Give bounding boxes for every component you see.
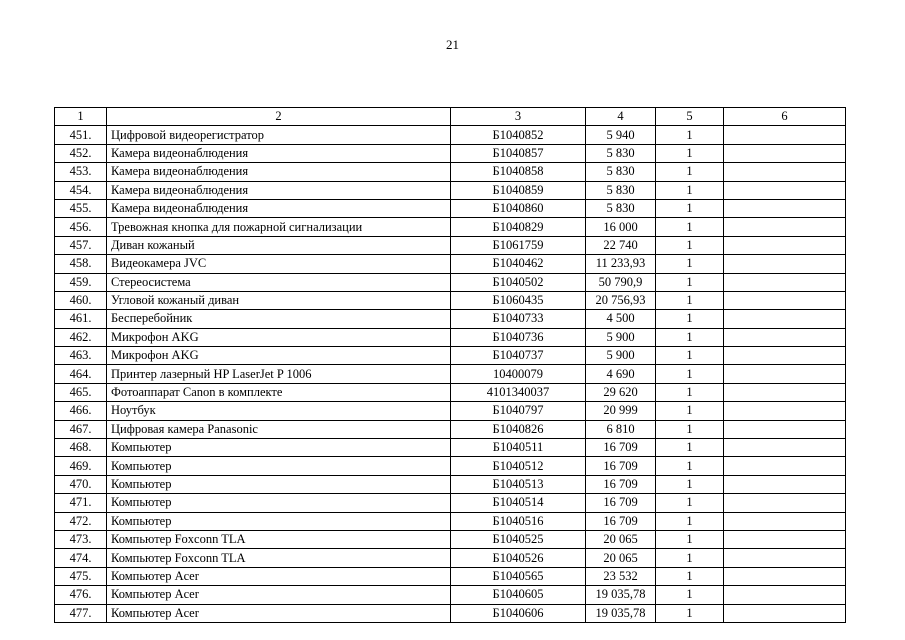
item-name-cell: Компьютер (107, 457, 451, 475)
value-cell: 4 690 (586, 365, 656, 383)
item-name-cell: Камера видеонаблюдения (107, 199, 451, 217)
row-number-cell: 477. (55, 604, 107, 622)
table-row (55, 586, 846, 604)
row-number-cell: 475. (55, 567, 107, 585)
table-row (55, 126, 846, 144)
quantity-cell: 1 (656, 512, 724, 530)
item-name-cell: Компьютер Foxconn TLA (107, 549, 451, 567)
row-number-cell: 469. (55, 457, 107, 475)
value-cell: 5 830 (586, 163, 656, 181)
item-name-cell: Камера видеонаблюдения (107, 163, 451, 181)
quantity-cell: 1 (656, 347, 724, 365)
item-name-cell: Стереосистема (107, 273, 451, 291)
row-number-cell: 456. (55, 218, 107, 236)
table-body (55, 126, 846, 623)
value-cell: 19 035,78 (586, 586, 656, 604)
table-row (55, 439, 846, 457)
item-name-cell: Цифровой видеорегистратор (107, 126, 451, 144)
row-number-cell: 451. (55, 126, 107, 144)
quantity-cell: 1 (656, 604, 724, 622)
item-name-cell: Диван кожаный (107, 236, 451, 254)
table-row (55, 475, 846, 493)
table-row (55, 512, 846, 530)
quantity-cell: 1 (656, 420, 724, 438)
item-name-cell: Компьютер Acer (107, 586, 451, 604)
table-row (55, 310, 846, 328)
note-cell (724, 218, 846, 236)
value-cell: 16 709 (586, 494, 656, 512)
quantity-cell: 1 (656, 255, 724, 273)
value-cell: 16 709 (586, 512, 656, 530)
note-cell (724, 365, 846, 383)
note-cell (724, 236, 846, 254)
note-cell (724, 530, 846, 548)
row-number-cell: 455. (55, 199, 107, 217)
value-cell: 16 709 (586, 475, 656, 493)
table-row (55, 347, 846, 365)
item-name-cell: Микрофон AKG (107, 328, 451, 346)
value-cell: 20 065 (586, 530, 656, 548)
inventory-code-cell: Б1040511 (451, 439, 586, 457)
quantity-cell: 1 (656, 530, 724, 548)
note-cell (724, 567, 846, 585)
row-number-cell: 458. (55, 255, 107, 273)
inventory-code-cell: Б1040514 (451, 494, 586, 512)
quantity-cell: 1 (656, 236, 724, 254)
inventory-table (54, 107, 846, 623)
note-cell (724, 420, 846, 438)
table-row (55, 402, 846, 420)
quantity-cell: 1 (656, 457, 724, 475)
inventory-code-cell: Б1040462 (451, 255, 586, 273)
quantity-cell: 1 (656, 126, 724, 144)
value-cell: 5 830 (586, 199, 656, 217)
value-cell: 22 740 (586, 236, 656, 254)
value-cell: 5 830 (586, 144, 656, 162)
inventory-code-cell: Б1040525 (451, 530, 586, 548)
quantity-cell: 1 (656, 402, 724, 420)
inventory-code-cell: Б1061759 (451, 236, 586, 254)
quantity-cell: 1 (656, 310, 724, 328)
row-number-cell: 457. (55, 236, 107, 254)
inventory-code-cell: 4101340037 (451, 383, 586, 401)
row-number-cell: 468. (55, 439, 107, 457)
row-number-cell: 474. (55, 549, 107, 567)
item-name-cell: Компьютер (107, 475, 451, 493)
value-cell: 20 999 (586, 402, 656, 420)
row-number-cell: 471. (55, 494, 107, 512)
note-cell (724, 494, 846, 512)
table-row (55, 273, 846, 291)
item-name-cell: Тревожная кнопка для пожарной сигнализации (107, 218, 451, 236)
item-name-cell: Камера видеонаблюдения (107, 144, 451, 162)
table-row (55, 199, 846, 217)
inventory-code-cell: Б1040829 (451, 218, 586, 236)
note-cell (724, 439, 846, 457)
row-number-cell: 459. (55, 273, 107, 291)
note-cell (724, 199, 846, 217)
row-number-cell: 454. (55, 181, 107, 199)
value-cell: 29 620 (586, 383, 656, 401)
header-col-2: 2 (107, 108, 451, 126)
row-number-cell: 464. (55, 365, 107, 383)
inventory-code-cell: Б1040737 (451, 347, 586, 365)
note-cell (724, 457, 846, 475)
table-row (55, 567, 846, 585)
inventory-code-cell: Б1040733 (451, 310, 586, 328)
quantity-cell: 1 (656, 181, 724, 199)
header-col-6: 6 (724, 108, 846, 126)
row-number-cell: 453. (55, 163, 107, 181)
item-name-cell: Компьютер Acer (107, 567, 451, 585)
item-name-cell: Фотоаппарат Canon в комплекте (107, 383, 451, 401)
header-col-3: 3 (451, 108, 586, 126)
table-row (55, 218, 846, 236)
quantity-cell: 1 (656, 218, 724, 236)
item-name-cell: Камера видеонаблюдения (107, 181, 451, 199)
value-cell: 23 532 (586, 567, 656, 585)
inventory-code-cell: Б1040858 (451, 163, 586, 181)
item-name-cell: Цифровая камера Panasonic (107, 420, 451, 438)
note-cell (724, 586, 846, 604)
note-cell (724, 163, 846, 181)
table-row (55, 604, 846, 622)
inventory-code-cell: Б1040606 (451, 604, 586, 622)
inventory-code-cell: Б1040736 (451, 328, 586, 346)
header-col-4: 4 (586, 108, 656, 126)
value-cell: 20 065 (586, 549, 656, 567)
row-number-cell: 470. (55, 475, 107, 493)
value-cell: 50 790,9 (586, 273, 656, 291)
table-row (55, 291, 846, 309)
item-name-cell: Компьютер (107, 439, 451, 457)
note-cell (724, 383, 846, 401)
row-number-cell: 467. (55, 420, 107, 438)
table-row (55, 255, 846, 273)
item-name-cell: Компьютер Acer (107, 604, 451, 622)
quantity-cell: 1 (656, 494, 724, 512)
row-number-cell: 461. (55, 310, 107, 328)
table-row (55, 457, 846, 475)
value-cell: 16 709 (586, 439, 656, 457)
table-row (55, 494, 846, 512)
inventory-code-cell: Б1040502 (451, 273, 586, 291)
inventory-code-cell: Б1040857 (451, 144, 586, 162)
row-number-cell: 463. (55, 347, 107, 365)
inventory-code-cell: Б1040860 (451, 199, 586, 217)
item-name-cell: Принтер лазерный HP LaserJet P 1006 (107, 365, 451, 383)
item-name-cell: Компьютер Foxconn TLA (107, 530, 451, 548)
page-number: 21 (446, 37, 459, 52)
value-cell: 4 500 (586, 310, 656, 328)
quantity-cell: 1 (656, 567, 724, 585)
inventory-code-cell: Б1040516 (451, 512, 586, 530)
row-number-cell: 466. (55, 402, 107, 420)
row-number-cell: 465. (55, 383, 107, 401)
quantity-cell: 1 (656, 144, 724, 162)
quantity-cell: 1 (656, 549, 724, 567)
value-cell: 5 940 (586, 126, 656, 144)
note-cell (724, 402, 846, 420)
value-cell: 11 233,93 (586, 255, 656, 273)
table-row (55, 530, 846, 548)
note-cell (724, 347, 846, 365)
value-cell: 16 709 (586, 457, 656, 475)
note-cell (724, 144, 846, 162)
value-cell: 5 830 (586, 181, 656, 199)
table-header (55, 108, 846, 126)
table-row (55, 163, 846, 181)
table-row (55, 144, 846, 162)
value-cell: 20 756,93 (586, 291, 656, 309)
note-cell (724, 475, 846, 493)
value-cell: 6 810 (586, 420, 656, 438)
note-cell (724, 310, 846, 328)
note-cell (724, 291, 846, 309)
item-name-cell: Микрофон AKG (107, 347, 451, 365)
item-name-cell: Бесперебойник (107, 310, 451, 328)
quantity-cell: 1 (656, 273, 724, 291)
value-cell: 16 000 (586, 218, 656, 236)
inventory-code-cell: Б1040565 (451, 567, 586, 585)
inventory-code-cell: Б1040797 (451, 402, 586, 420)
header-col-1: 1 (55, 108, 107, 126)
note-cell (724, 273, 846, 291)
row-number-cell: 473. (55, 530, 107, 548)
inventory-code-cell: Б1040526 (451, 549, 586, 567)
inventory-code-cell: 10400079 (451, 365, 586, 383)
header-row (55, 108, 846, 126)
note-cell (724, 126, 846, 144)
header-col-5: 5 (656, 108, 724, 126)
quantity-cell: 1 (656, 365, 724, 383)
note-cell (724, 604, 846, 622)
quantity-cell: 1 (656, 163, 724, 181)
note-cell (724, 255, 846, 273)
item-name-cell: Компьютер (107, 512, 451, 530)
row-number-cell: 460. (55, 291, 107, 309)
table-row (55, 181, 846, 199)
row-number-cell: 452. (55, 144, 107, 162)
quantity-cell: 1 (656, 586, 724, 604)
inventory-code-cell: Б1040859 (451, 181, 586, 199)
item-name-cell: Угловой кожаный диван (107, 291, 451, 309)
item-name-cell: Видеокамера JVC (107, 255, 451, 273)
row-number-cell: 462. (55, 328, 107, 346)
table-row (55, 365, 846, 383)
quantity-cell: 1 (656, 383, 724, 401)
inventory-code-cell: Б1040512 (451, 457, 586, 475)
quantity-cell: 1 (656, 439, 724, 457)
note-cell (724, 181, 846, 199)
inventory-code-cell: Б1040513 (451, 475, 586, 493)
inventory-code-cell: Б1040826 (451, 420, 586, 438)
value-cell: 19 035,78 (586, 604, 656, 622)
quantity-cell: 1 (656, 291, 724, 309)
note-cell (724, 328, 846, 346)
table-row (55, 420, 846, 438)
row-number-cell: 472. (55, 512, 107, 530)
value-cell: 5 900 (586, 328, 656, 346)
value-cell: 5 900 (586, 347, 656, 365)
note-cell (724, 512, 846, 530)
quantity-cell: 1 (656, 475, 724, 493)
note-cell (724, 549, 846, 567)
row-number-cell: 476. (55, 586, 107, 604)
inventory-code-cell: Б1040605 (451, 586, 586, 604)
quantity-cell: 1 (656, 328, 724, 346)
table-row (55, 383, 846, 401)
table-row (55, 549, 846, 567)
inventory-code-cell: Б1040852 (451, 126, 586, 144)
item-name-cell: Ноутбук (107, 402, 451, 420)
table-row (55, 328, 846, 346)
inventory-code-cell: Б1060435 (451, 291, 586, 309)
item-name-cell: Компьютер (107, 494, 451, 512)
table-row (55, 236, 846, 254)
quantity-cell: 1 (656, 199, 724, 217)
